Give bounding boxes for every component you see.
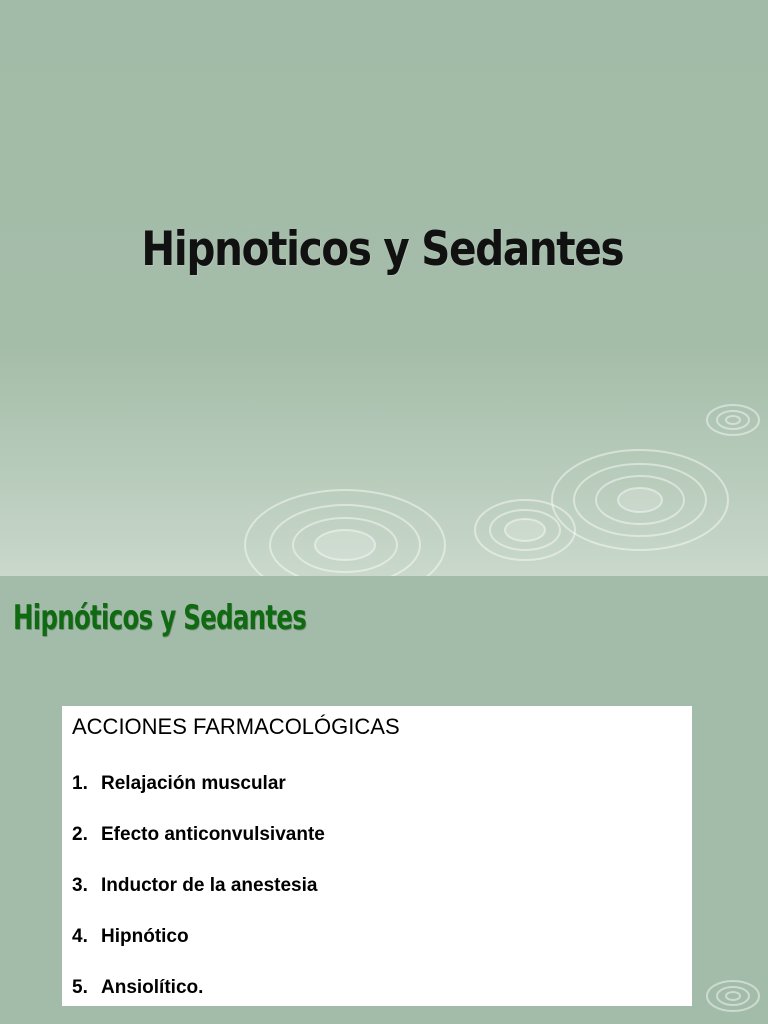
list-item: 5. Ansiolítico. [72, 977, 204, 998]
list-item: 2. Efecto anticonvulsivante [72, 824, 325, 845]
slide-2-title: Hipnóticos y Sedantes [13, 598, 307, 638]
box-heading: ACCIONES FARMACOLÓGICAS [72, 714, 400, 739]
list-item: 4. Hipnótico [72, 926, 189, 947]
actions-list [72, 774, 325, 1024]
slide-title: Hipnoticos y Sedantes [141, 222, 624, 277]
slide-2 [0, 576, 768, 1024]
list-item: 1. Relajación muscular [72, 773, 286, 794]
content-box [62, 706, 692, 1006]
list-item: 3. Inductor de la anestesia [72, 875, 318, 896]
